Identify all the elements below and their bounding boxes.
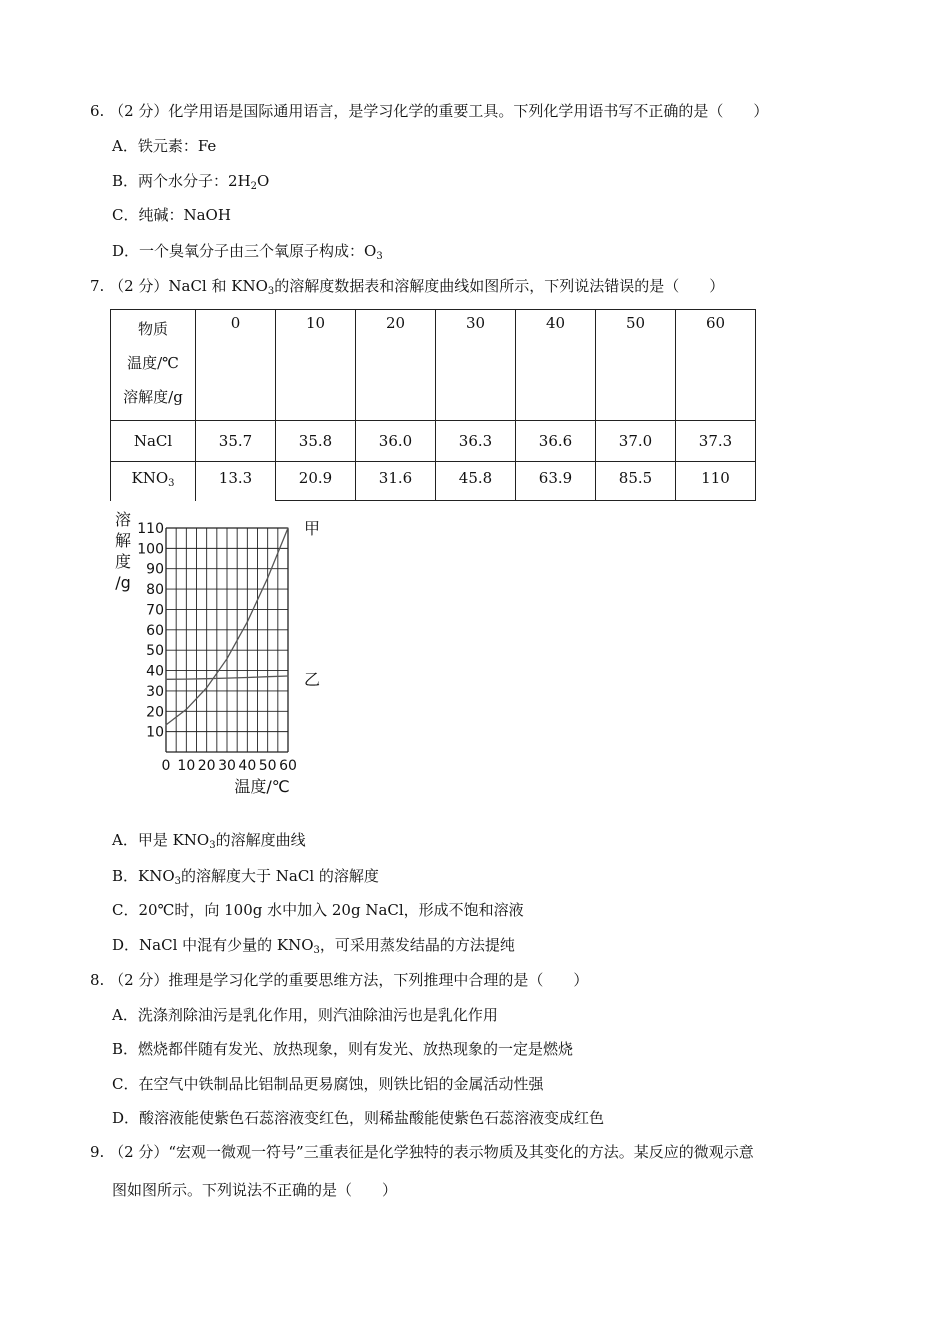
y-tick-label: 30	[146, 683, 164, 700]
table-row	[111, 462, 756, 501]
kno3-value: 110	[676, 462, 756, 501]
kno3-value: 63.9	[516, 462, 596, 501]
q6-stem: 6. （2 分）化学用语是国际通用语言，是学习化学的重要工具。下列化学用语书写不正确的是（ ）	[90, 102, 769, 120]
q6-option-d: D．一个臭氧分子由三个氧原子构成：$O_3$	[112, 242, 383, 262]
temperature-cell: 20	[356, 310, 436, 421]
kno3-value: 13.3	[196, 462, 276, 501]
temperature-cell: 0	[196, 310, 276, 421]
data-point	[226, 677, 227, 678]
nacl-value: 35.7	[196, 421, 276, 462]
nacl-value: 36.3	[436, 421, 516, 462]
nacl-label: NaCl	[111, 421, 196, 462]
x-tick-label: 60	[279, 758, 297, 774]
q9-stem-line1: 9. （2 分）“宏观一微观一符号”三重表征是化学独特的表示物质及其变化的方法。某反应的微观示意	[90, 1143, 754, 1161]
x-tick-label: 50	[258, 758, 277, 774]
q6-option-c: C．纯碱：NaOH	[112, 206, 231, 224]
kno3-label: $KNO_3$	[111, 462, 196, 501]
data-point	[186, 709, 187, 710]
kno3-value: 31.6	[356, 462, 436, 501]
data-point	[287, 675, 288, 676]
data-point	[247, 677, 248, 678]
nacl-value: 35.8	[276, 421, 356, 462]
y-axis-label: 溶	[114, 510, 132, 529]
temperature-cell: 40	[516, 310, 596, 421]
table-row	[111, 421, 756, 462]
nacl-value: 37.0	[596, 421, 676, 462]
y-tick-label: 40	[146, 663, 164, 680]
y-tick-label: 90	[146, 561, 164, 578]
q8-option-b: B．燃烧都伴随有发光、放热现象，则有发光、放热现象的一定是燃烧	[112, 1040, 574, 1058]
x-tick-label: 0	[161, 758, 171, 774]
x-tick-label: 40	[238, 758, 257, 774]
q7-option-b: B．$KNO_3$的溶解度大于 NaCl 的溶解度	[112, 867, 379, 887]
data-point	[186, 678, 187, 679]
temperature-cell: 10	[276, 310, 356, 421]
data-point	[247, 621, 248, 622]
q6-option-a: A．铁元素：Fe	[112, 137, 217, 155]
kno3-value: 20.9	[276, 462, 356, 501]
nacl-value: 36.6	[516, 421, 596, 462]
data-point	[165, 679, 166, 680]
y-tick-label: 10	[146, 724, 164, 741]
q7-stem: 7. （2 分）NaCl 和 $KNO_3$的溶解度数据表和溶解度曲线如图所示，下列说法错误的是（ ）	[90, 277, 725, 297]
nacl-value: 37.3	[676, 421, 756, 462]
series-label: 甲	[304, 519, 321, 538]
table-header-cell: 物质 温度/℃ 溶解度/g	[111, 310, 196, 421]
y-tick-label: 20	[146, 704, 164, 721]
q8-option-c: C．在空气中铁制品比铝制品更易腐蚀，则铁比铝的金属活动性强	[112, 1075, 544, 1093]
data-point	[206, 678, 207, 679]
y-tick-label: 100	[137, 541, 164, 558]
nacl-value: 36.0	[356, 421, 436, 462]
data-point	[267, 577, 268, 578]
solubility-chart	[110, 510, 340, 800]
q7-option-c: C．20℃时，向 100g 水中加入 20g NaCl，形成不饱和溶液	[112, 901, 524, 919]
x-tick-label: 30	[218, 758, 236, 774]
solubility-table	[110, 309, 756, 501]
y-tick-label: 70	[146, 602, 164, 619]
y-tick-label: 60	[146, 622, 164, 639]
y-axis-label: 解	[114, 531, 132, 550]
temperature-cell: 50	[596, 310, 676, 421]
data-point	[226, 658, 227, 659]
q7-option-a: A．甲是 $KNO_3$的溶解度曲线	[112, 831, 306, 851]
kno3-value: 85.5	[596, 462, 676, 501]
x-axis-label: 温度/℃	[234, 777, 290, 796]
q8-option-a: A．洗涤剂除油污是乳化作用，则汽油除油污也是乳化作用	[112, 1006, 498, 1024]
data-point	[165, 724, 166, 725]
table-row	[111, 310, 756, 421]
temperature-cell: 60	[676, 310, 756, 421]
q8-option-d: D．酸溶液能使紫色石蕊溶液变红色，则稀盐酸能使紫色石蕊溶液变成红色	[112, 1109, 605, 1127]
x-tick-label: 20	[197, 758, 216, 774]
q8-stem: 8. （2 分）推理是学习化学的重要思维方法，下列推理中合理的是（ ）	[90, 971, 589, 989]
y-tick-label: 110	[137, 521, 164, 537]
y-tick-label: 50	[146, 643, 164, 660]
x-tick-label: 10	[177, 758, 196, 774]
kno3-value: 45.8	[436, 462, 516, 501]
data-point	[287, 527, 288, 528]
y-tick-label: 80	[146, 582, 164, 599]
data-point	[206, 687, 207, 688]
temperature-cell: 30	[436, 310, 516, 421]
q6-option-b: B．两个水分子：$2H_2O$	[112, 172, 270, 192]
q7-option-d: D．NaCl 中混有少量的 $KNO_3$，可采用蒸发结晶的方法提纯	[112, 936, 515, 956]
y-axis-label: /g	[115, 573, 131, 592]
q9-stem-line2: 图如图所示。下列说法不正确的是（ ）	[112, 1181, 398, 1199]
y-axis-label: 度	[114, 552, 132, 571]
series-label: 乙	[304, 670, 321, 690]
data-point	[267, 676, 268, 677]
